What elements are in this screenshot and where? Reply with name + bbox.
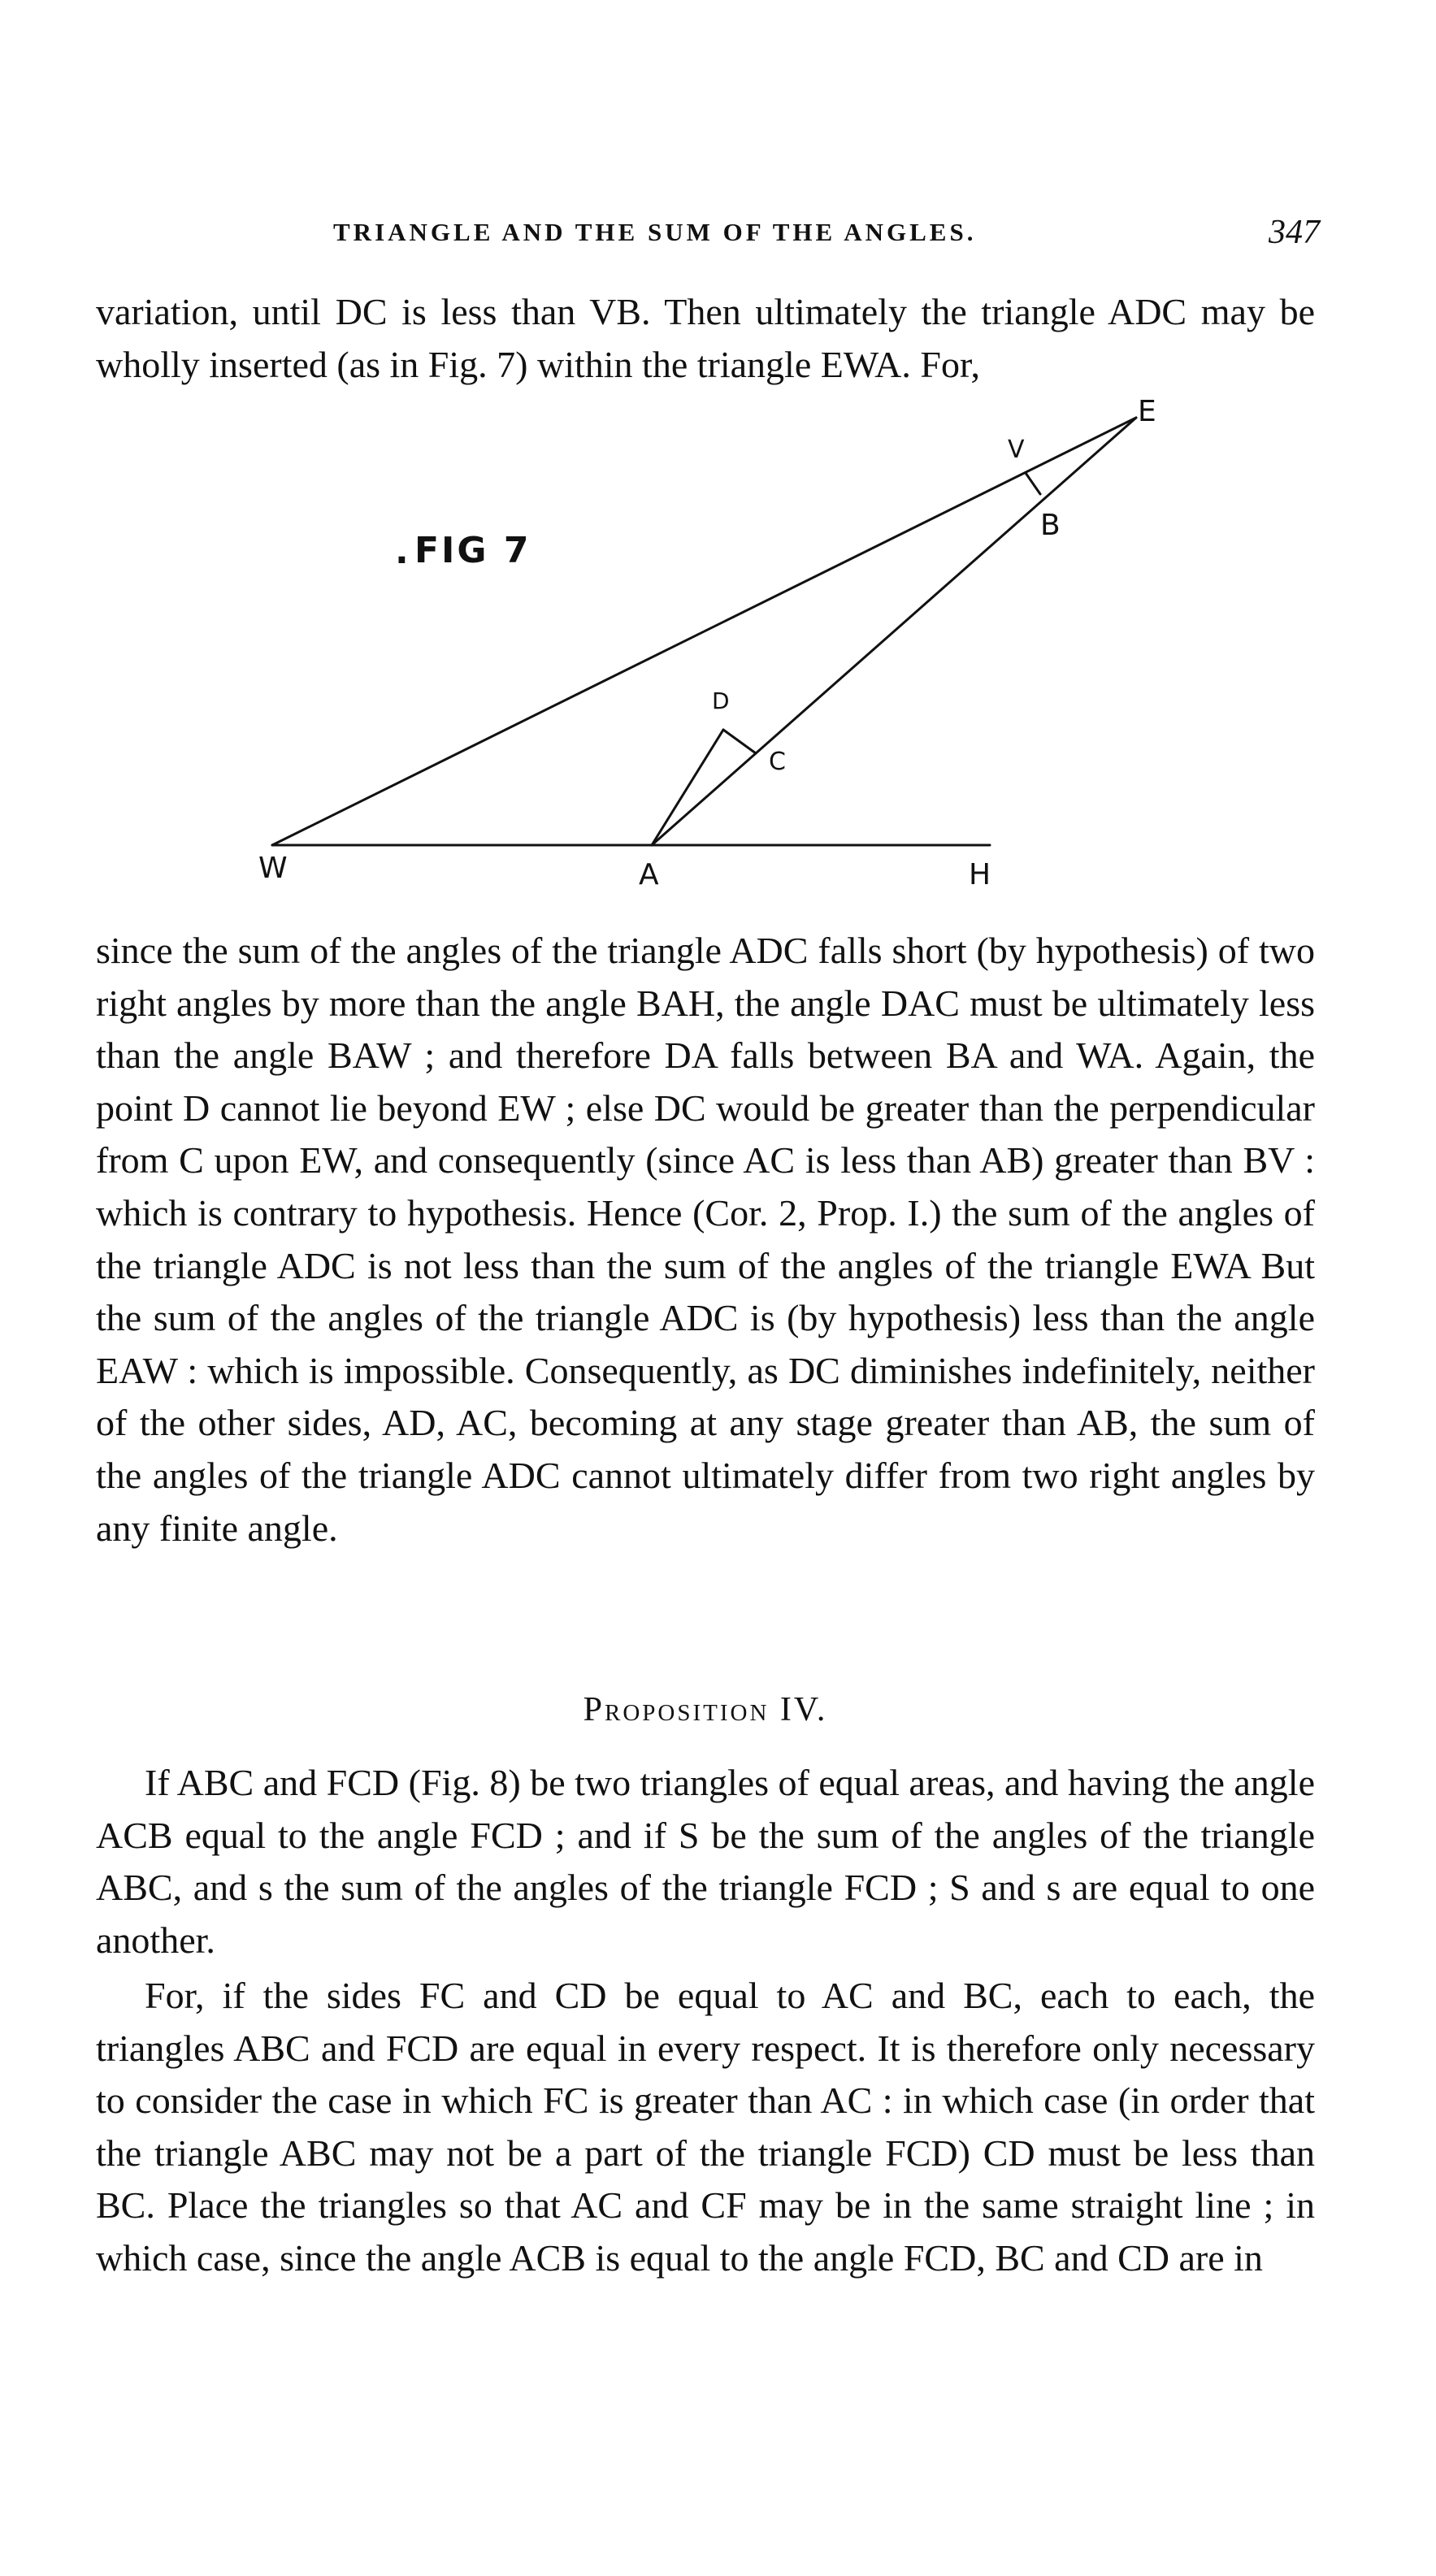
point-label-b: B [1040, 509, 1061, 542]
point-label-c: C [769, 748, 786, 776]
figure-7 [236, 395, 1211, 910]
line-vb [1026, 473, 1040, 494]
page-number: 347 [1269, 214, 1320, 251]
paragraph-text: If ABC and FCD (Fig. 8) be two triangles of equal areas, and having the angle ACB equal to the angle FCD ; and if S be the sum of the angles of the triangle ABC, and s the sum of the angles of the triangle FCD ; S and s are equal to one another. [96, 1762, 1315, 1961]
paragraph-proposition [96, 1757, 1315, 1967]
point-label-h: H [969, 858, 991, 891]
paragraph-intro [96, 286, 1315, 391]
paragraph-text: since the sum of the angles of the triangle ADC falls short (by hypothesis) of two right angles by more than the angle BAH, the angle DAC must be ultimately less than the angle BAW ; and therefore DA falls between BA and WA. Again, the point D cannot lie beyond EW ; else DC would be greater than the perpendicular from C upon EW, and consequently (since AC is less than AB) greater than BV : which is contrary to hypothesis. Hence (Cor. 2, Prop. I.) the sum of the angles of the triangle ADC is not less than the sum of the angles of the triangle EWA But the sum of the angles of the triangle ADC is (by hypothesis) less than the angle EAW : which is impossible. Consequently, as DC diminishes indefinitely, neither of the other sides, AD, AC, becoming at any stage greater than AB, the sum of the angles of the triangle ADC cannot ultimately differ from two right angles by any finite angle. [96, 930, 1315, 1549]
point-label-w: W [258, 852, 288, 885]
line-we [272, 418, 1136, 845]
figure-label: FIG 7 [414, 530, 531, 571]
line-ae [652, 418, 1136, 845]
line-ad [652, 730, 723, 845]
running-title: TRIANGLE AND THE SUM OF THE ANGLES. [333, 218, 977, 246]
paragraph-proof [96, 925, 1315, 1555]
point-label-d: D [712, 687, 730, 714]
figure-7-diagram [236, 406, 1211, 910]
point-label-e: E [1138, 395, 1156, 428]
paragraph-text: For, if the sides FC and CD be equal to AC and BC, each to each, the triangles ABC and FCD are equal in every respect. It is therefore only necessary to consider the case in which FC is greater than AC : in which case (in order that the triangle ABC may not be a part of the triangle FCD) CD must be less than BC. Place the triangles so that AC and CF may be in the same straight line ; in which case, since the angle ACB is equal to the angle FCD, BC and CD are in [96, 1975, 1315, 2279]
line-dc [723, 730, 756, 753]
figure-dot: · [395, 540, 409, 581]
point-label-v: V [1008, 436, 1025, 464]
paragraph-text: variation, until DC is less than VB. Then ultimately the triangle ADC may be wholly inserted (as in Fig. 7) within the triangle EWA. For, [96, 291, 1315, 385]
paragraph-proof-prop4 [96, 1970, 1315, 2285]
running-head [98, 214, 1333, 258]
section-heading: Proposition IV. [583, 1691, 828, 1728]
point-label-a: A [639, 858, 659, 891]
